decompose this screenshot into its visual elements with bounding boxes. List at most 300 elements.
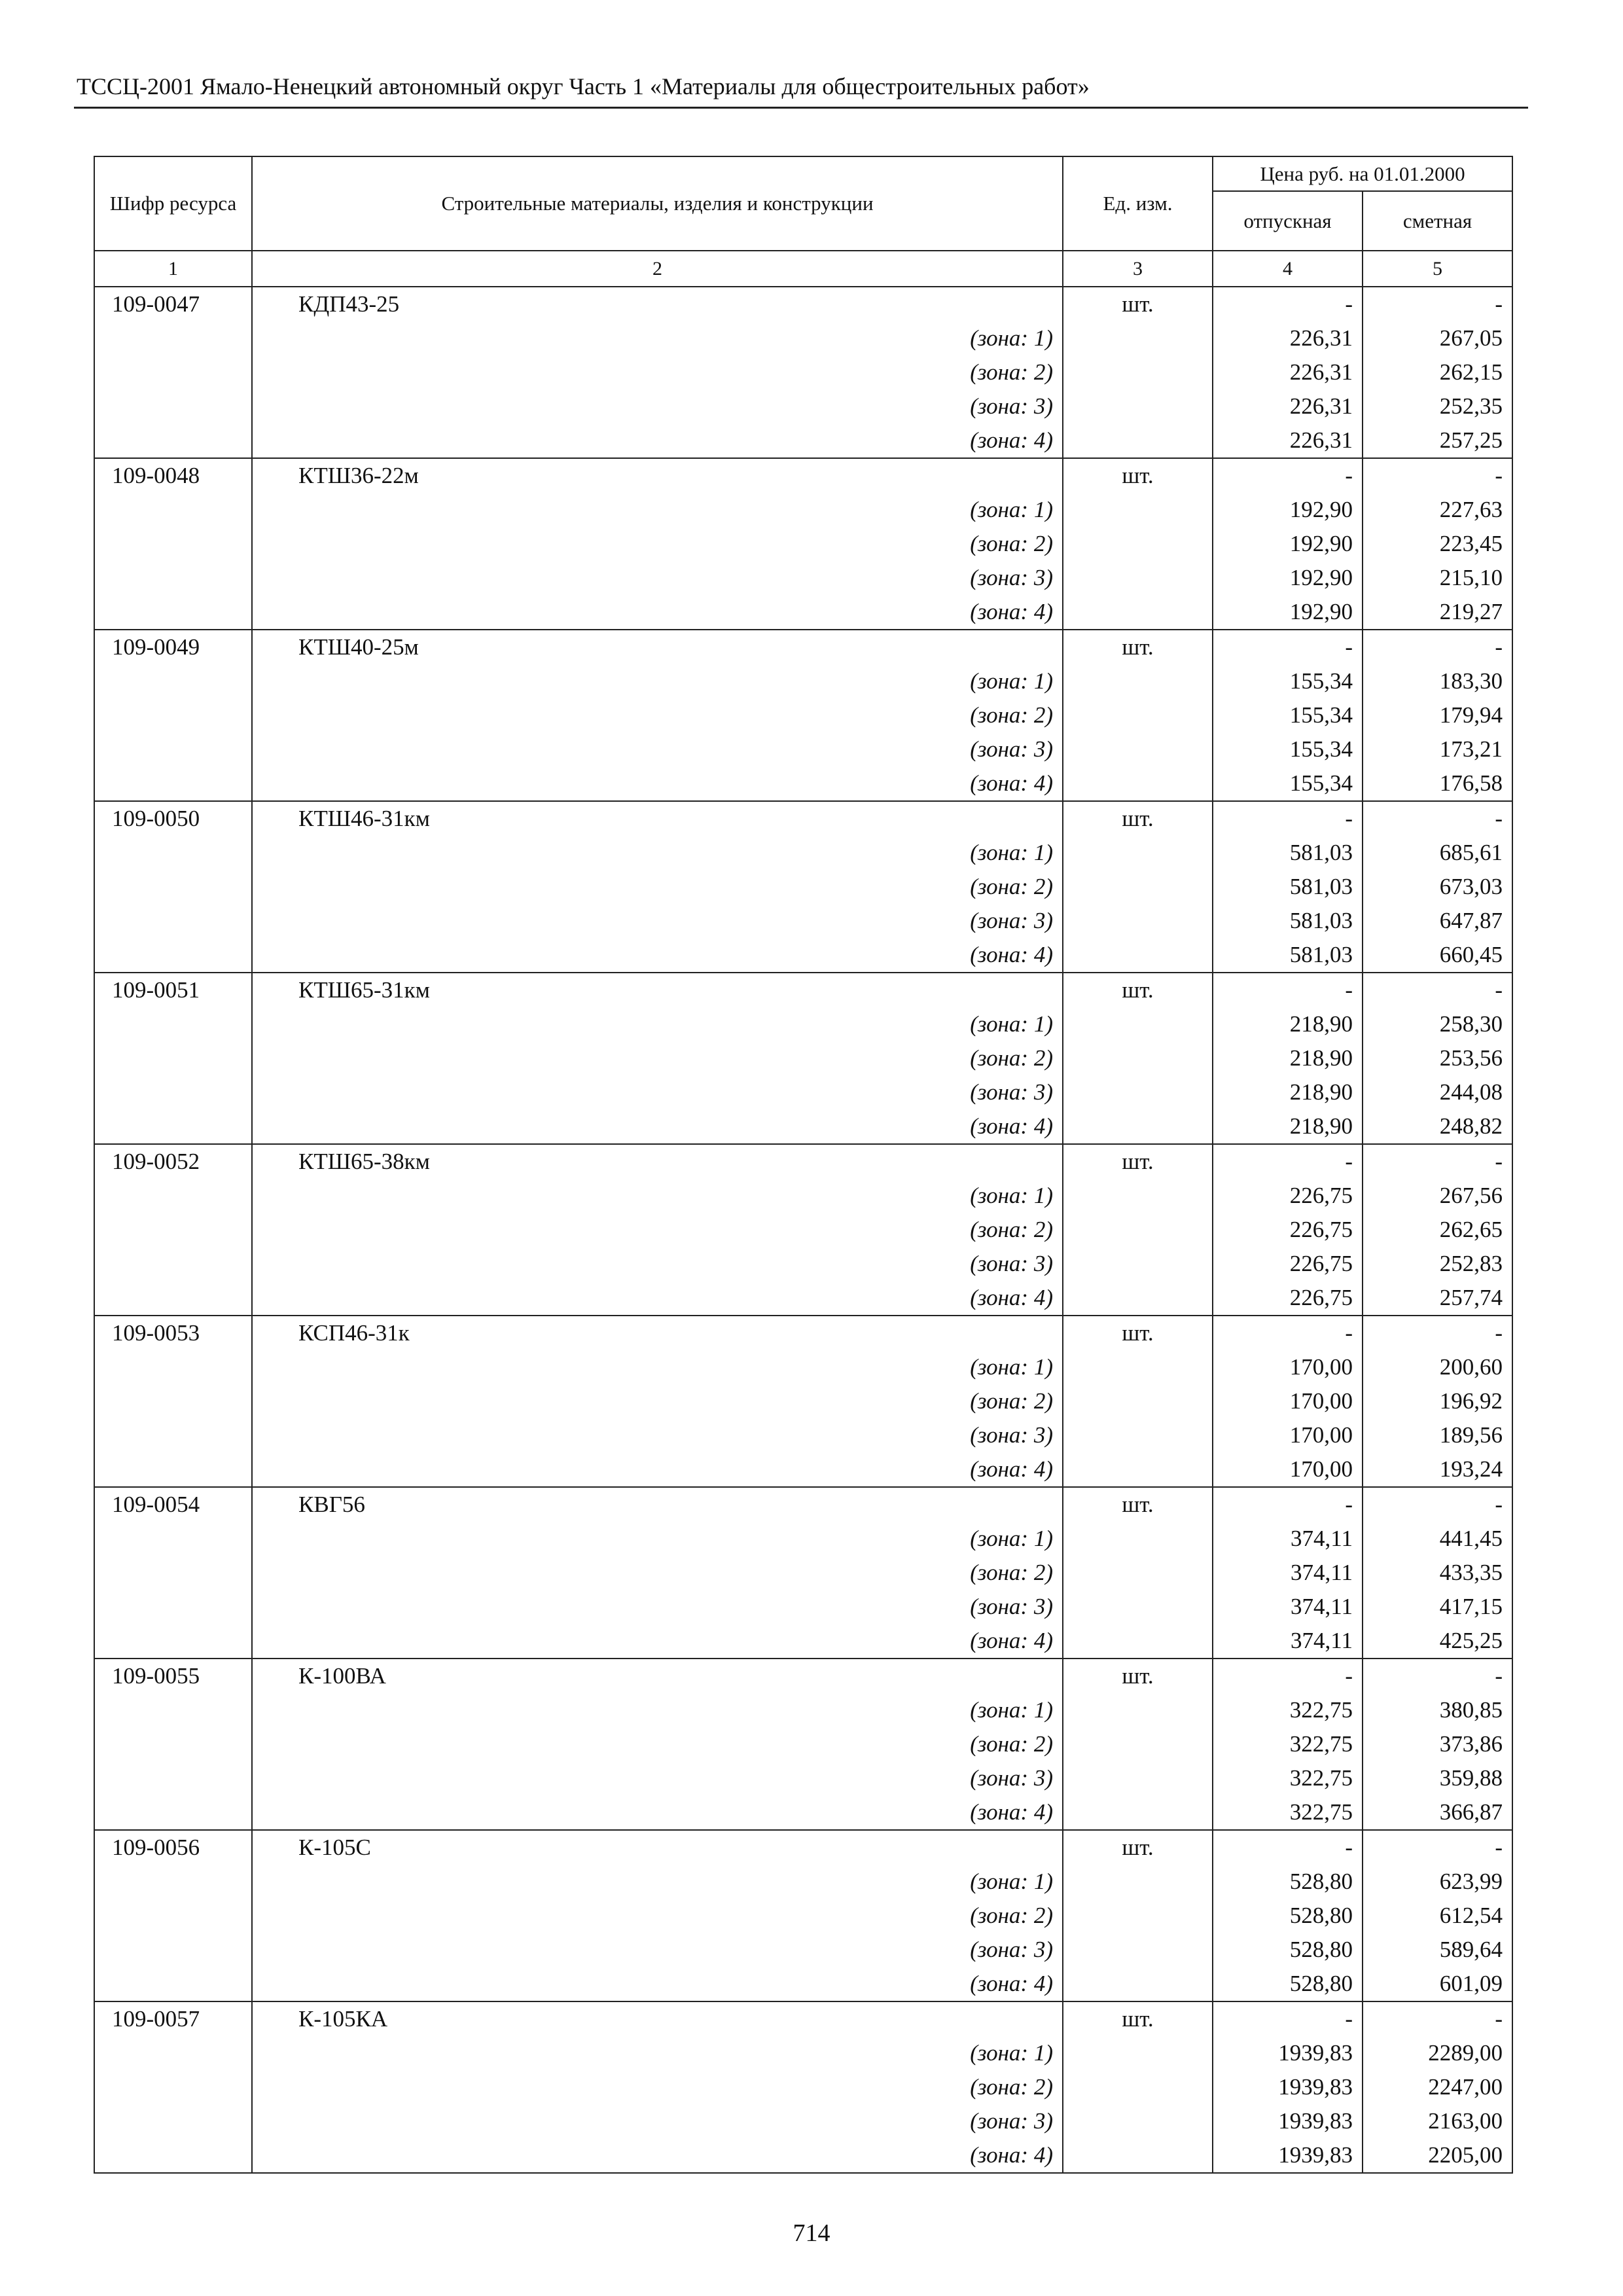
empty-cell <box>1063 904 1213 938</box>
resource-name: КТШ40-25м <box>252 630 1063 664</box>
page-number: 714 <box>793 2219 830 2247</box>
empty-cell <box>1063 1418 1213 1452</box>
zone-label: (зона: 2) <box>252 1727 1063 1761</box>
zone-row <box>94 1350 1512 1384</box>
column-number-3: 3 <box>1063 251 1213 287</box>
empty-cell <box>94 1384 252 1418</box>
zone-release-price: 226,75 <box>1213 1247 1363 1281</box>
resource-row <box>94 630 1512 664</box>
zone-row <box>94 1452 1512 1487</box>
zone-row <box>94 1522 1512 1556</box>
empty-cell <box>1063 1075 1213 1109</box>
resource-code: 109-0048 <box>94 458 252 493</box>
zone-row <box>94 1693 1512 1727</box>
empty-cell <box>1063 1761 1213 1795</box>
empty-cell <box>94 1247 252 1281</box>
empty-cell <box>94 1041 252 1075</box>
zone-label: (зона: 3) <box>252 389 1063 423</box>
empty-cell <box>1063 493 1213 527</box>
zone-row <box>94 1281 1512 1316</box>
zone-row <box>94 561 1512 595</box>
estimate-price: - <box>1363 458 1512 493</box>
zone-label: (зона: 1) <box>252 321 1063 355</box>
zone-release-price: 226,31 <box>1213 423 1363 458</box>
zone-label: (зона: 1) <box>252 1522 1063 1556</box>
resource-code: 109-0051 <box>94 973 252 1007</box>
zone-row <box>94 1727 1512 1761</box>
zone-estimate-price: 193,24 <box>1363 1452 1512 1487</box>
zone-label: (зона: 2) <box>252 1041 1063 1075</box>
zone-label: (зона: 2) <box>252 1556 1063 1590</box>
zone-label: (зона: 4) <box>252 938 1063 973</box>
zone-release-price: 170,00 <box>1213 1418 1363 1452</box>
release-price: - <box>1213 2001 1363 2036</box>
zone-release-price: 374,11 <box>1213 1624 1363 1659</box>
zone-release-price: 581,03 <box>1213 904 1363 938</box>
zone-row <box>94 1624 1512 1659</box>
zone-label: (зона: 2) <box>252 698 1063 732</box>
resource-name: КТШ46-31км <box>252 801 1063 836</box>
zone-release-price: 170,00 <box>1213 1384 1363 1418</box>
zone-label: (зона: 3) <box>252 904 1063 938</box>
resource-unit: шт. <box>1063 1830 1213 1865</box>
resource-name: К-105С <box>252 1830 1063 1865</box>
zone-estimate-price: 660,45 <box>1363 938 1512 973</box>
empty-cell <box>1063 1041 1213 1075</box>
empty-cell <box>94 527 252 561</box>
empty-cell <box>1063 1899 1213 1933</box>
estimate-price: - <box>1363 973 1512 1007</box>
header-unit: Ед. изм. <box>1063 156 1213 251</box>
empty-cell <box>1063 1967 1213 2001</box>
zone-release-price: 374,11 <box>1213 1522 1363 1556</box>
zone-estimate-price: 425,25 <box>1363 1624 1512 1659</box>
zone-row <box>94 1109 1512 1144</box>
resource-name: КТШ36-22м <box>252 458 1063 493</box>
zone-estimate-price: 2289,00 <box>1363 2036 1512 2070</box>
zone-release-price: 155,34 <box>1213 732 1363 766</box>
zone-release-price: 322,75 <box>1213 1727 1363 1761</box>
empty-cell <box>94 1418 252 1452</box>
zone-row <box>94 664 1512 698</box>
zone-estimate-price: 257,74 <box>1363 1281 1512 1316</box>
empty-cell <box>94 904 252 938</box>
zone-label: (зона: 4) <box>252 1967 1063 2001</box>
release-price: - <box>1213 1144 1363 1179</box>
zone-release-price: 322,75 <box>1213 1761 1363 1795</box>
zone-row <box>94 766 1512 801</box>
empty-cell <box>1063 1522 1213 1556</box>
zone-label: (зона: 2) <box>252 870 1063 904</box>
resource-name: К-105КА <box>252 2001 1063 2036</box>
zone-row <box>94 1247 1512 1281</box>
resource-unit: шт. <box>1063 287 1213 321</box>
zone-estimate-price: 248,82 <box>1363 1109 1512 1144</box>
zone-label: (зона: 1) <box>252 1693 1063 1727</box>
header-estimate-price: сметная <box>1363 191 1512 251</box>
zone-release-price: 155,34 <box>1213 698 1363 732</box>
empty-cell <box>1063 938 1213 973</box>
zone-row <box>94 938 1512 973</box>
zone-estimate-price: 219,27 <box>1363 595 1512 630</box>
zone-estimate-price: 253,56 <box>1363 1041 1512 1075</box>
zone-label: (зона: 2) <box>252 1213 1063 1247</box>
resource-unit: шт. <box>1063 630 1213 664</box>
empty-cell <box>1063 2070 1213 2104</box>
zone-label: (зона: 3) <box>252 1590 1063 1624</box>
empty-cell <box>94 1179 252 1213</box>
column-number-4: 4 <box>1213 251 1363 287</box>
empty-cell <box>1063 1179 1213 1213</box>
empty-cell <box>1063 870 1213 904</box>
zone-estimate-price: 179,94 <box>1363 698 1512 732</box>
empty-cell <box>1063 1590 1213 1624</box>
empty-cell <box>94 2070 252 2104</box>
empty-cell <box>94 1727 252 1761</box>
zone-row <box>94 698 1512 732</box>
zone-release-price: 322,75 <box>1213 1693 1363 1727</box>
empty-cell <box>94 1213 252 1247</box>
zone-label: (зона: 3) <box>252 561 1063 595</box>
resource-row <box>94 458 1512 493</box>
zone-label: (зона: 3) <box>252 1933 1063 1967</box>
zone-label: (зона: 1) <box>252 2036 1063 2070</box>
resource-code: 109-0055 <box>94 1659 252 1693</box>
zone-release-price: 226,31 <box>1213 355 1363 389</box>
zone-row <box>94 2104 1512 2138</box>
zone-estimate-price: 257,25 <box>1363 423 1512 458</box>
empty-cell <box>1063 527 1213 561</box>
column-number-1: 1 <box>94 251 252 287</box>
release-price: - <box>1213 1316 1363 1350</box>
zone-estimate-price: 196,92 <box>1363 1384 1512 1418</box>
empty-cell <box>94 1899 252 1933</box>
zone-estimate-price: 601,09 <box>1363 1967 1512 2001</box>
zone-estimate-price: 176,58 <box>1363 766 1512 801</box>
zone-label: (зона: 3) <box>252 1247 1063 1281</box>
zone-row <box>94 1041 1512 1075</box>
resource-row <box>94 287 1512 321</box>
zone-release-price: 218,90 <box>1213 1041 1363 1075</box>
empty-cell <box>94 1556 252 1590</box>
resource-row <box>94 801 1512 836</box>
empty-cell <box>94 389 252 423</box>
empty-cell <box>94 1761 252 1795</box>
empty-cell <box>94 1693 252 1727</box>
header-code: Шифр ресурса <box>94 156 252 251</box>
resource-row <box>94 1487 1512 1522</box>
zone-label: (зона: 3) <box>252 732 1063 766</box>
zone-estimate-price: 2205,00 <box>1363 2138 1512 2173</box>
zone-row <box>94 1899 1512 1933</box>
empty-cell <box>94 1624 252 1659</box>
header-release-price: отпускная <box>1213 191 1363 251</box>
zone-row <box>94 2138 1512 2173</box>
estimate-price: - <box>1363 1144 1512 1179</box>
zone-row <box>94 423 1512 458</box>
zone-estimate-price: 223,45 <box>1363 527 1512 561</box>
zone-estimate-price: 267,56 <box>1363 1179 1512 1213</box>
resource-name: КСП46-31к <box>252 1316 1063 1350</box>
empty-cell <box>94 938 252 973</box>
zone-label: (зона: 1) <box>252 836 1063 870</box>
zone-estimate-price: 183,30 <box>1363 664 1512 698</box>
zone-row <box>94 732 1512 766</box>
empty-cell <box>1063 1865 1213 1899</box>
estimate-price: - <box>1363 2001 1512 2036</box>
estimate-price: - <box>1363 1659 1512 1693</box>
resource-unit: шт. <box>1063 1487 1213 1522</box>
empty-cell <box>94 1795 252 1830</box>
empty-cell <box>1063 561 1213 595</box>
zone-release-price: 218,90 <box>1213 1109 1363 1144</box>
zone-estimate-price: 373,86 <box>1363 1727 1512 1761</box>
column-number-5: 5 <box>1363 251 1512 287</box>
zone-row <box>94 1761 1512 1795</box>
zone-row <box>94 1007 1512 1041</box>
empty-cell <box>94 1075 252 1109</box>
zone-release-price: 218,90 <box>1213 1075 1363 1109</box>
resource-row <box>94 1830 1512 1865</box>
zone-release-price: 226,75 <box>1213 1281 1363 1316</box>
zone-label: (зона: 4) <box>252 1795 1063 1830</box>
empty-cell <box>94 1109 252 1144</box>
release-price: - <box>1213 1487 1363 1522</box>
empty-cell <box>94 321 252 355</box>
zone-release-price: 374,11 <box>1213 1590 1363 1624</box>
resource-code: 109-0054 <box>94 1487 252 1522</box>
zone-release-price: 528,80 <box>1213 1967 1363 2001</box>
zone-release-price: 581,03 <box>1213 870 1363 904</box>
empty-cell <box>1063 1109 1213 1144</box>
empty-cell <box>94 1007 252 1041</box>
resource-code: 109-0052 <box>94 1144 252 1179</box>
zone-label: (зона: 1) <box>252 1350 1063 1384</box>
zone-label: (зона: 2) <box>252 2070 1063 2104</box>
empty-cell <box>1063 664 1213 698</box>
zone-estimate-price: 441,45 <box>1363 1522 1512 1556</box>
empty-cell <box>94 1452 252 1487</box>
zone-estimate-price: 433,35 <box>1363 1556 1512 1590</box>
empty-cell <box>1063 1007 1213 1041</box>
page-header-title: ТССЦ-2001 Ямало-Ненецкий автономный округ Часть 1 «Материалы для общестроительных работ» <box>77 73 1090 99</box>
release-price: - <box>1213 458 1363 493</box>
zone-label: (зона: 4) <box>252 766 1063 801</box>
price-table <box>94 156 1513 2174</box>
zone-label: (зона: 4) <box>252 2138 1063 2173</box>
zone-release-price: 192,90 <box>1213 595 1363 630</box>
resource-name: К-100ВА <box>252 1659 1063 1693</box>
resource-unit: шт. <box>1063 458 1213 493</box>
zone-estimate-price: 200,60 <box>1363 1350 1512 1384</box>
empty-cell <box>94 1522 252 1556</box>
table-body <box>94 287 1512 2173</box>
empty-cell <box>94 836 252 870</box>
zone-estimate-price: 623,99 <box>1363 1865 1512 1899</box>
zone-estimate-price: 366,87 <box>1363 1795 1512 1830</box>
zone-release-price: 155,34 <box>1213 766 1363 801</box>
zone-release-price: 226,31 <box>1213 389 1363 423</box>
empty-cell <box>94 732 252 766</box>
empty-cell <box>94 595 252 630</box>
zone-estimate-price: 685,61 <box>1363 836 1512 870</box>
zone-label: (зона: 3) <box>252 1075 1063 1109</box>
empty-cell <box>1063 355 1213 389</box>
zone-estimate-price: 673,03 <box>1363 870 1512 904</box>
zone-label: (зона: 1) <box>252 664 1063 698</box>
zone-row <box>94 1213 1512 1247</box>
zone-label: (зона: 4) <box>252 1452 1063 1487</box>
resource-row <box>94 1659 1512 1693</box>
resource-name: КТШ65-38км <box>252 1144 1063 1179</box>
zone-row <box>94 904 1512 938</box>
empty-cell <box>94 1281 252 1316</box>
zone-label: (зона: 1) <box>252 1007 1063 1041</box>
zone-label: (зона: 2) <box>252 527 1063 561</box>
zone-release-price: 1939,83 <box>1213 2070 1363 2104</box>
resource-row <box>94 973 1512 1007</box>
zone-row <box>94 1590 1512 1624</box>
empty-cell <box>1063 698 1213 732</box>
empty-cell <box>1063 732 1213 766</box>
zone-row <box>94 1967 1512 2001</box>
empty-cell <box>94 1933 252 1967</box>
empty-cell <box>1063 1556 1213 1590</box>
zone-label: (зона: 2) <box>252 1384 1063 1418</box>
resource-unit: шт. <box>1063 2001 1213 2036</box>
zone-release-price: 192,90 <box>1213 561 1363 595</box>
empty-cell <box>94 493 252 527</box>
empty-cell <box>1063 1933 1213 1967</box>
zone-estimate-price: 2247,00 <box>1363 2070 1512 2104</box>
empty-cell <box>1063 1624 1213 1659</box>
zone-row <box>94 1384 1512 1418</box>
zone-release-price: 374,11 <box>1213 1556 1363 1590</box>
zone-row <box>94 355 1512 389</box>
zone-row <box>94 1865 1512 1899</box>
zone-estimate-price: 258,30 <box>1363 1007 1512 1041</box>
empty-cell <box>1063 1350 1213 1384</box>
resource-unit: шт. <box>1063 1659 1213 1693</box>
zone-estimate-price: 262,15 <box>1363 355 1512 389</box>
empty-cell <box>1063 836 1213 870</box>
zone-row <box>94 870 1512 904</box>
zone-label: (зона: 1) <box>252 1179 1063 1213</box>
resource-unit: шт. <box>1063 1144 1213 1179</box>
zone-row <box>94 493 1512 527</box>
zone-row <box>94 321 1512 355</box>
zone-release-price: 528,80 <box>1213 1865 1363 1899</box>
empty-cell <box>1063 1452 1213 1487</box>
zone-release-price: 155,34 <box>1213 664 1363 698</box>
empty-cell <box>1063 1795 1213 1830</box>
zone-label: (зона: 1) <box>252 493 1063 527</box>
resource-code: 109-0053 <box>94 1316 252 1350</box>
empty-cell <box>1063 1693 1213 1727</box>
zone-release-price: 226,75 <box>1213 1213 1363 1247</box>
zone-release-price: 581,03 <box>1213 938 1363 973</box>
empty-cell <box>94 355 252 389</box>
zone-estimate-price: 227,63 <box>1363 493 1512 527</box>
empty-cell <box>1063 766 1213 801</box>
resource-code: 109-0049 <box>94 630 252 664</box>
zone-release-price: 528,80 <box>1213 1933 1363 1967</box>
zone-release-price: 528,80 <box>1213 1899 1363 1933</box>
column-number-2: 2 <box>252 251 1063 287</box>
zone-estimate-price: 244,08 <box>1363 1075 1512 1109</box>
zone-estimate-price: 262,65 <box>1363 1213 1512 1247</box>
zone-release-price: 226,75 <box>1213 1179 1363 1213</box>
empty-cell <box>1063 321 1213 355</box>
resource-code: 109-0057 <box>94 2001 252 2036</box>
zone-estimate-price: 380,85 <box>1363 1693 1512 1727</box>
estimate-price: - <box>1363 630 1512 664</box>
empty-cell <box>94 2104 252 2138</box>
release-price: - <box>1213 1830 1363 1865</box>
zone-label: (зона: 4) <box>252 1624 1063 1659</box>
zone-label: (зона: 4) <box>252 595 1063 630</box>
zone-estimate-price: 189,56 <box>1363 1418 1512 1452</box>
zone-release-price: 226,31 <box>1213 321 1363 355</box>
estimate-price: - <box>1363 1316 1512 1350</box>
resource-name: КТШ65-31км <box>252 973 1063 1007</box>
zone-label: (зона: 3) <box>252 1761 1063 1795</box>
zone-release-price: 192,90 <box>1213 493 1363 527</box>
empty-cell <box>94 2138 252 2173</box>
empty-cell <box>1063 423 1213 458</box>
resource-name: КДП43-25 <box>252 287 1063 321</box>
zone-release-price: 322,75 <box>1213 1795 1363 1830</box>
zone-estimate-price: 359,88 <box>1363 1761 1512 1795</box>
header-price-group: Цена руб. на 01.01.2000 <box>1213 156 1512 191</box>
zone-estimate-price: 612,54 <box>1363 1899 1512 1933</box>
zone-release-price: 1939,83 <box>1213 2104 1363 2138</box>
resource-unit: шт. <box>1063 801 1213 836</box>
zone-estimate-price: 173,21 <box>1363 732 1512 766</box>
empty-cell <box>94 1967 252 2001</box>
zone-label: (зона: 4) <box>252 1109 1063 1144</box>
empty-cell <box>94 664 252 698</box>
zone-estimate-price: 215,10 <box>1363 561 1512 595</box>
resource-row <box>94 1316 1512 1350</box>
empty-cell <box>94 1590 252 1624</box>
zone-row <box>94 1933 1512 1967</box>
resource-code: 109-0047 <box>94 287 252 321</box>
empty-cell <box>94 870 252 904</box>
empty-cell <box>1063 1247 1213 1281</box>
zone-estimate-price: 267,05 <box>1363 321 1512 355</box>
zone-row <box>94 389 1512 423</box>
resource-unit: шт. <box>1063 973 1213 1007</box>
header-rule <box>74 107 1528 109</box>
zone-row <box>94 1556 1512 1590</box>
zone-release-price: 1939,83 <box>1213 2036 1363 2070</box>
release-price: - <box>1213 801 1363 836</box>
empty-cell <box>94 698 252 732</box>
zone-row <box>94 527 1512 561</box>
zone-release-price: 192,90 <box>1213 527 1363 561</box>
resource-row <box>94 1144 1512 1179</box>
zone-label: (зона: 3) <box>252 1418 1063 1452</box>
resource-unit: шт. <box>1063 1316 1213 1350</box>
zone-row <box>94 2070 1512 2104</box>
empty-cell <box>94 423 252 458</box>
zone-label: (зона: 2) <box>252 1899 1063 1933</box>
empty-cell <box>1063 1727 1213 1761</box>
empty-cell <box>1063 2138 1213 2173</box>
empty-cell <box>94 2036 252 2070</box>
zone-row <box>94 1075 1512 1109</box>
